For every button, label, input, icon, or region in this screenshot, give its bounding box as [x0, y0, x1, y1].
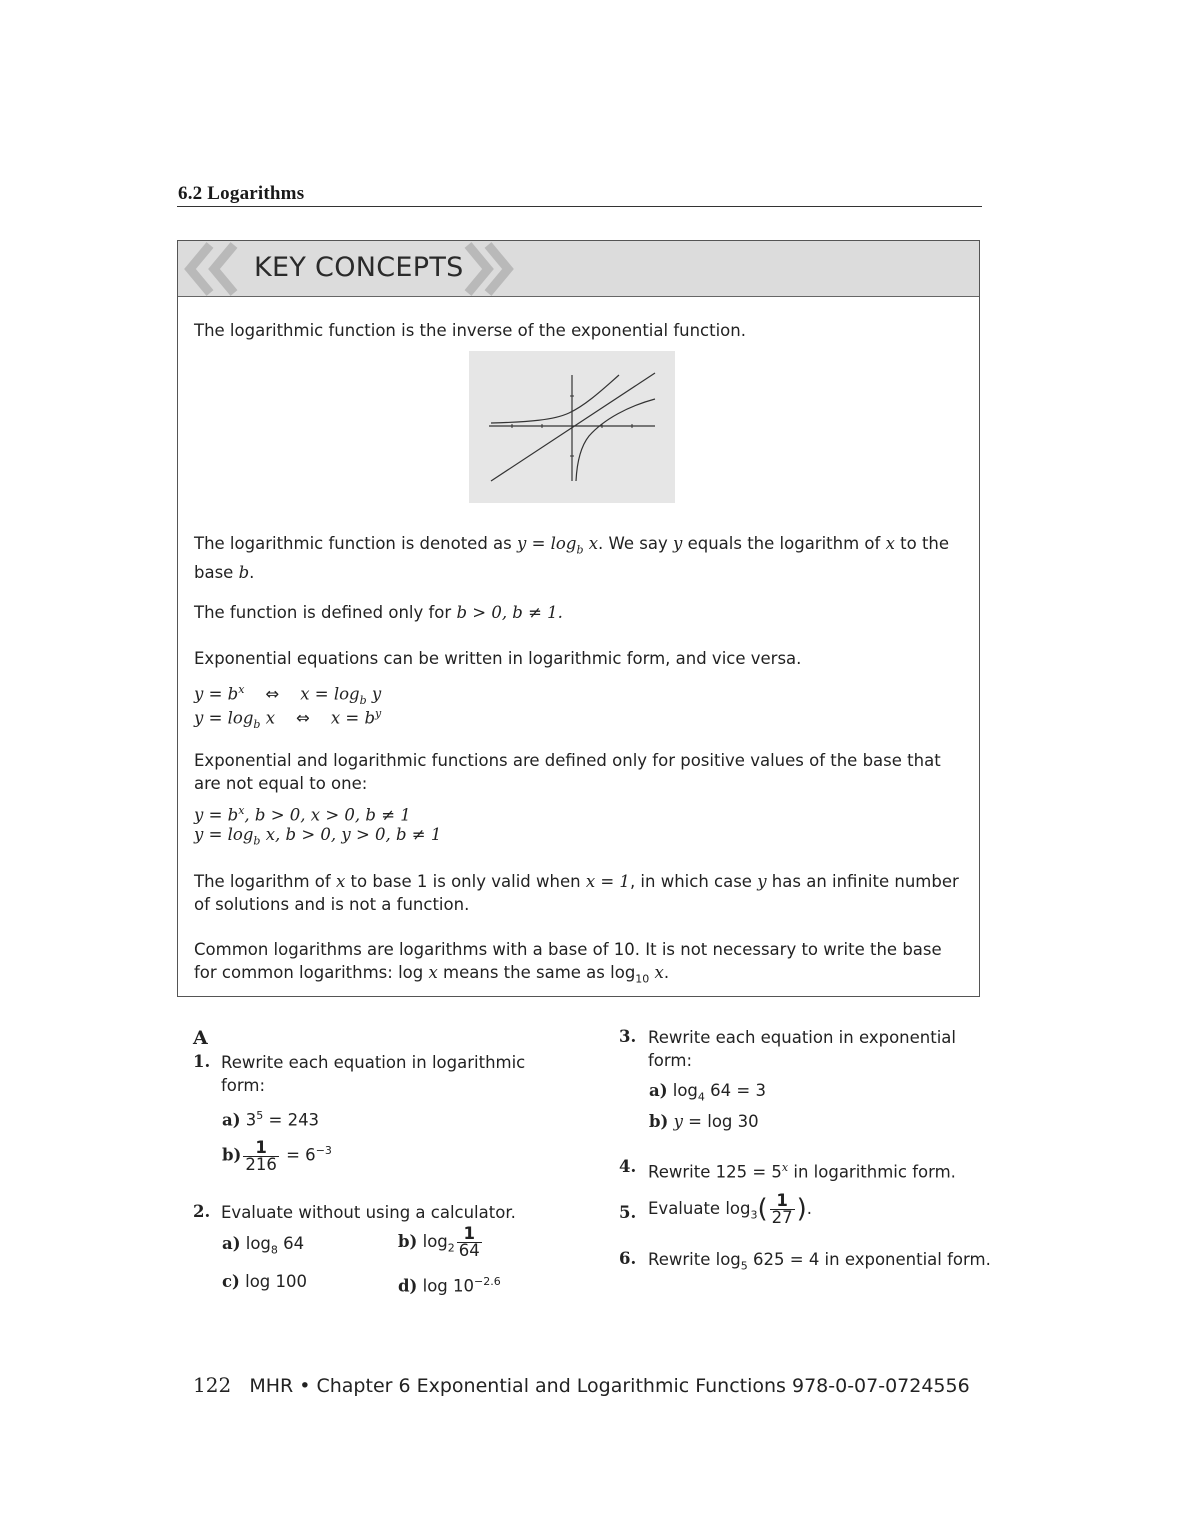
intro-text: The logarithmic function is the inverse of the exponential function. [194, 321, 746, 340]
denoted-text: The logarithmic function is denoted as $y = \log_b x$. We say y equals the logarithm of x to the base b. [194, 534, 950, 583]
q2-number: 2. [193, 1202, 211, 1221]
convert-text: Exponential equations can be written in logarithmic form, and vice versa. [194, 649, 802, 668]
q5-fraction: $\frac{1}{27}$ [771, 1191, 793, 1227]
title-rule [177, 206, 982, 207]
logarithmic-curve [576, 399, 655, 481]
q4-number: 4. [619, 1157, 637, 1176]
q5-text: Evaluate $\log_3$( $\frac{1}{27}$ ). [648, 1191, 813, 1227]
condition-1: $y = b^x$, b > 0, x > 0, b ≠ 1 [194, 804, 411, 825]
q2-text: Evaluate without using a calculator. [221, 1203, 516, 1222]
q2b-fraction: $\frac{1}{64}$ [458, 1224, 480, 1260]
q3-number: 3. [619, 1027, 637, 1046]
q6-number: 6. [619, 1249, 637, 1268]
q2-part-d: d) $\log 10^{-2.6}$ [398, 1275, 501, 1296]
equivalence-2: $y = \log_b x$ ⇔ $x = b^y$ [194, 707, 382, 731]
q2-part-a: a) $\log_8 64$ [222, 1234, 305, 1257]
common-log-text: Common logarithms are logarithms with a base of 10. It is not necessary to write the base for common logarithms: log x means the same as $\log_{10} x$. [194, 940, 942, 986]
graph-svg [469, 351, 675, 503]
q1-part-b: b) $\frac{1}{216}$ = $6^{-3}$ [222, 1137, 332, 1174]
inverse-function-graph [469, 351, 675, 503]
defined-text: The function is defined only for b > 0, b ≠ 1. [194, 603, 563, 622]
q5-number: 5. [619, 1203, 637, 1222]
q1-text: Rewrite each equation in logarithmic form: [221, 1053, 526, 1095]
key-concepts-banner [178, 241, 979, 297]
q1b-fraction: $\frac{1}{216}$ [245, 1137, 277, 1174]
q1-number: 1. [193, 1052, 211, 1071]
q3-part-b: b) y = log 30 [649, 1112, 759, 1131]
section-label: A [193, 1027, 208, 1049]
q2-part-c: c) log 100 [222, 1272, 308, 1291]
base-one-text: The logarithm of x to base 1 is only valid when x = 1, in which case y has an infinite number of solutions and is not a function. [194, 872, 959, 914]
page-footer [193, 1373, 970, 1397]
q4-text: Rewrite $125 = 5^x$ in logarithmic form. [648, 1161, 956, 1182]
q6-text: Rewrite $\log_5 625 = 4$ in exponential form. [648, 1250, 991, 1273]
key-concepts-heading: KEY CONCEPTS [254, 252, 464, 283]
q3-part-a: a) $\log_4 64 = 3$ [649, 1081, 766, 1104]
page-number: 122 [193, 1373, 232, 1397]
key-concepts-box [177, 240, 980, 997]
identity-line [491, 373, 655, 481]
q1-part-a: a) $3^5 = 243$ [222, 1109, 320, 1130]
footer-text: MHR • Chapter 6 Exponential and Logarithmic Functions 978-0-07-0724556 [249, 1375, 970, 1397]
equivalence-1: $y = b^x$ ⇔ $x = \log_b y$ [194, 683, 382, 707]
exponential-curve [491, 375, 619, 423]
positive-base-text: Exponential and logarithmic functions are defined only for positive values of the base that are not equal to one: [194, 751, 941, 793]
q2-part-b: b) $\log_2$ $\frac{1}{64}$ [398, 1224, 480, 1260]
condition-2: $y = \log_b x$, b > 0, y > 0, b ≠ 1 [194, 825, 442, 848]
q3-text: Rewrite each equation in exponential form: [648, 1028, 956, 1070]
section-title: 6.2 Logarithms [178, 183, 305, 204]
